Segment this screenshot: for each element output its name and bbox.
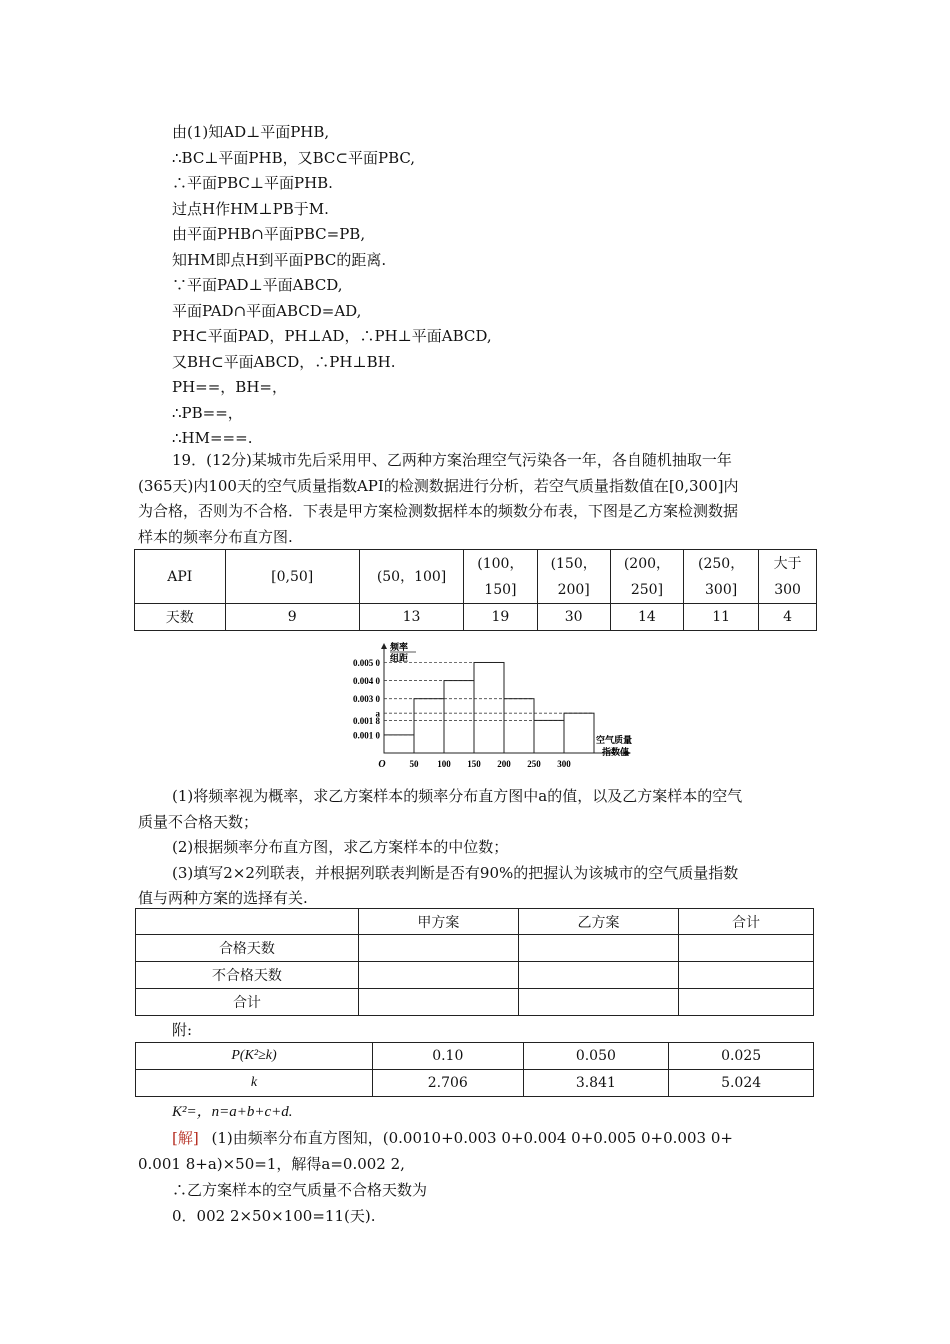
critical-table-cell: 3.841 bbox=[523, 1070, 669, 1097]
solution-line-3: ∴乙方案样本的空气质量不合格天数为 bbox=[172, 1181, 428, 1199]
contingency-table bbox=[135, 908, 814, 1016]
x-axis-title-bottom: 指数值 bbox=[602, 747, 630, 757]
y-tick-label: 0.001 8 bbox=[353, 715, 380, 726]
sub-question-line: 值与两种方案的选择有关. bbox=[138, 889, 308, 907]
table-cell-count: 13 bbox=[359, 604, 463, 631]
histogram-bar bbox=[564, 713, 594, 753]
table-cell-count: 30 bbox=[537, 604, 610, 631]
contingency-header: 乙方案 bbox=[518, 909, 678, 935]
contingency-empty-cell[interactable] bbox=[358, 962, 518, 989]
contingency-empty-cell[interactable] bbox=[358, 989, 518, 1016]
histogram-bar bbox=[534, 720, 564, 753]
interval-text: 300] bbox=[705, 581, 738, 598]
contingency-empty-cell[interactable] bbox=[518, 989, 678, 1016]
interval-text: 200] bbox=[557, 581, 590, 598]
histogram-chart bbox=[338, 636, 648, 778]
table-header-interval bbox=[537, 550, 610, 604]
y-tick-label: 0.005 0 bbox=[353, 657, 380, 668]
sub-question-line: (1)将频率视为概率，求乙方案样本的频率分布直方图中a的值，以及乙方案样本的空气 bbox=[172, 787, 743, 805]
contingency-empty-cell[interactable] bbox=[679, 989, 814, 1016]
y-tick-label: 0.001 0 bbox=[353, 730, 380, 741]
proof-line: 平面PAD∩平面ABCD=AD, bbox=[172, 301, 362, 320]
proof-line: ∴HM===. bbox=[172, 429, 253, 447]
interval-text: 300 bbox=[774, 581, 801, 598]
histogram-bar bbox=[474, 662, 504, 753]
contingency-row-label: 合格天数 bbox=[136, 935, 359, 962]
table-header-interval bbox=[464, 550, 537, 604]
proof-line: 由(1)知AD⊥平面PHB, bbox=[172, 123, 330, 141]
table-cell-count: 4 bbox=[759, 604, 817, 631]
solution-tag: [解] bbox=[172, 1129, 199, 1147]
table-cell-count: 19 bbox=[464, 604, 537, 631]
contingency-empty-cell[interactable] bbox=[679, 935, 814, 962]
proof-line: 知HM即点H到平面PBC的距离. bbox=[172, 250, 387, 269]
question-stem-line: 19．(12分)某城市先后采用甲、乙两种方案治理空气污染各一年，各自随机抽取一年 bbox=[172, 451, 732, 469]
interval-text: (50，100] bbox=[376, 568, 447, 585]
contingency-header: 合计 bbox=[679, 909, 814, 935]
sub-question-line: 质量不合格天数； bbox=[138, 812, 259, 831]
contingency-empty-cell[interactable] bbox=[358, 935, 518, 962]
proof-line: PH==，BH=， bbox=[172, 378, 287, 396]
interval-text: [0,50] bbox=[271, 568, 314, 585]
critical-value-table bbox=[135, 1042, 814, 1097]
proof-line: ∴PB==， bbox=[172, 403, 243, 422]
contingency-header: 甲方案 bbox=[358, 909, 518, 935]
histogram-bar bbox=[504, 699, 534, 753]
interval-text: 150] bbox=[484, 581, 517, 598]
question-stem-line: (365天)内100天的空气质量指数API的检测数据进行分析，若空气质量指数值在[0,300]内 bbox=[138, 476, 739, 495]
y-axis-title-bottom: 组距 bbox=[390, 653, 409, 663]
critical-table-cell: k bbox=[136, 1070, 373, 1097]
critical-table-cell: 0.10 bbox=[373, 1043, 524, 1070]
x-tick-label: 300 bbox=[557, 759, 571, 769]
critical-table-cell: 0.025 bbox=[669, 1043, 814, 1070]
proof-line: ∴BC⊥平面PHB，又BC⊂平面PBC, bbox=[172, 148, 416, 167]
table-header-api: API bbox=[135, 550, 226, 604]
critical-table-cell: 2.706 bbox=[373, 1070, 524, 1097]
interval-text: 250] bbox=[630, 581, 664, 598]
contingency-header bbox=[136, 909, 359, 935]
histogram-bar bbox=[444, 681, 474, 753]
interval-text: (250， bbox=[698, 555, 745, 572]
proof-line: ∴平面PBC⊥平面PHB. bbox=[172, 174, 333, 192]
question-stem-line: 样本的频率分布直方图. bbox=[138, 527, 293, 546]
table-cell-count: 9 bbox=[225, 604, 359, 631]
solution-line-1: [解] (1)由频率分布直方图知，(0.0010+0.003 0+0.004 0+0.005 0+0.003 0+ bbox=[172, 1129, 733, 1147]
interval-text: 大于 bbox=[773, 555, 802, 572]
histogram-bar bbox=[384, 735, 414, 753]
proof-line: 由平面PHB∩平面PBC=PB, bbox=[172, 225, 366, 243]
proof-line: ∵平面PAD⊥平面ABCD, bbox=[172, 276, 343, 294]
y-tick-label: 0.003 0 bbox=[353, 694, 380, 705]
sub-question-line: (3)填写2×2列联表，并根据列联表判断是否有90%的把握认为该城市的空气质量指数 bbox=[172, 863, 739, 882]
contingency-empty-cell[interactable] bbox=[679, 962, 814, 989]
table-header-interval bbox=[684, 550, 759, 604]
x-tick-label: 200 bbox=[497, 759, 511, 769]
critical-table-cell: 5.024 bbox=[669, 1070, 814, 1097]
table-cell-count: 11 bbox=[684, 604, 759, 631]
x-axis-title-top: 空气质量 bbox=[596, 735, 633, 745]
y-axis-title-top: 频率 bbox=[390, 642, 409, 652]
frequency-table bbox=[134, 549, 817, 631]
interval-text: (100， bbox=[477, 555, 524, 572]
table-cell-count: 14 bbox=[610, 604, 683, 631]
proof-line: 又BH⊂平面ABCD，∴PH⊥BH. bbox=[172, 352, 396, 371]
table-header-interval bbox=[610, 550, 683, 604]
origin-label: O bbox=[378, 759, 386, 770]
contingency-empty-cell[interactable] bbox=[518, 962, 678, 989]
histogram-bar bbox=[414, 699, 444, 753]
interval-text: (200， bbox=[623, 555, 671, 572]
table-header-interval bbox=[225, 550, 359, 604]
y-tick-label: a bbox=[375, 708, 380, 719]
interval-text: (150， bbox=[550, 555, 597, 572]
table-header-interval bbox=[759, 550, 817, 604]
solution-line-4: 0．002 2×50×100=11(天). bbox=[172, 1207, 376, 1225]
appendix-label: 附: bbox=[172, 1021, 193, 1039]
solution-line-2: 0.001 8+a)×50=1，解得a=0.002 2, bbox=[138, 1155, 405, 1173]
chi-square-formula: K²=，n=a+b+c+d. bbox=[172, 1104, 293, 1120]
proof-line: 过点H作HM⊥PB于M. bbox=[172, 199, 329, 218]
sub-question-line: (2)根据频率分布直方图，求乙方案样本的中位数； bbox=[172, 838, 509, 856]
y-tick-label: 0.004 0 bbox=[353, 676, 380, 687]
critical-table-cell: P(K²≥k) bbox=[136, 1043, 373, 1070]
x-tick-label: 150 bbox=[467, 759, 481, 769]
critical-table-cell: 0.050 bbox=[523, 1043, 669, 1070]
table-row-label-days: 天数 bbox=[135, 604, 226, 631]
contingency-empty-cell[interactable] bbox=[518, 935, 678, 962]
contingency-row-label: 合计 bbox=[136, 989, 359, 1016]
contingency-row-label: 不合格天数 bbox=[136, 962, 359, 989]
x-tick-label: 50 bbox=[409, 759, 419, 769]
x-tick-label: 100 bbox=[437, 759, 451, 769]
question-stem-line: 为合格，否则为不合格．下表是甲方案检测数据样本的频数分布表，下图是乙方案检测数据 bbox=[138, 502, 739, 520]
x-tick-label: 250 bbox=[527, 759, 541, 769]
proof-line: PH⊂平面PAD，PH⊥AD，∴PH⊥平面ABCD, bbox=[172, 327, 492, 345]
table-header-interval bbox=[359, 550, 463, 604]
